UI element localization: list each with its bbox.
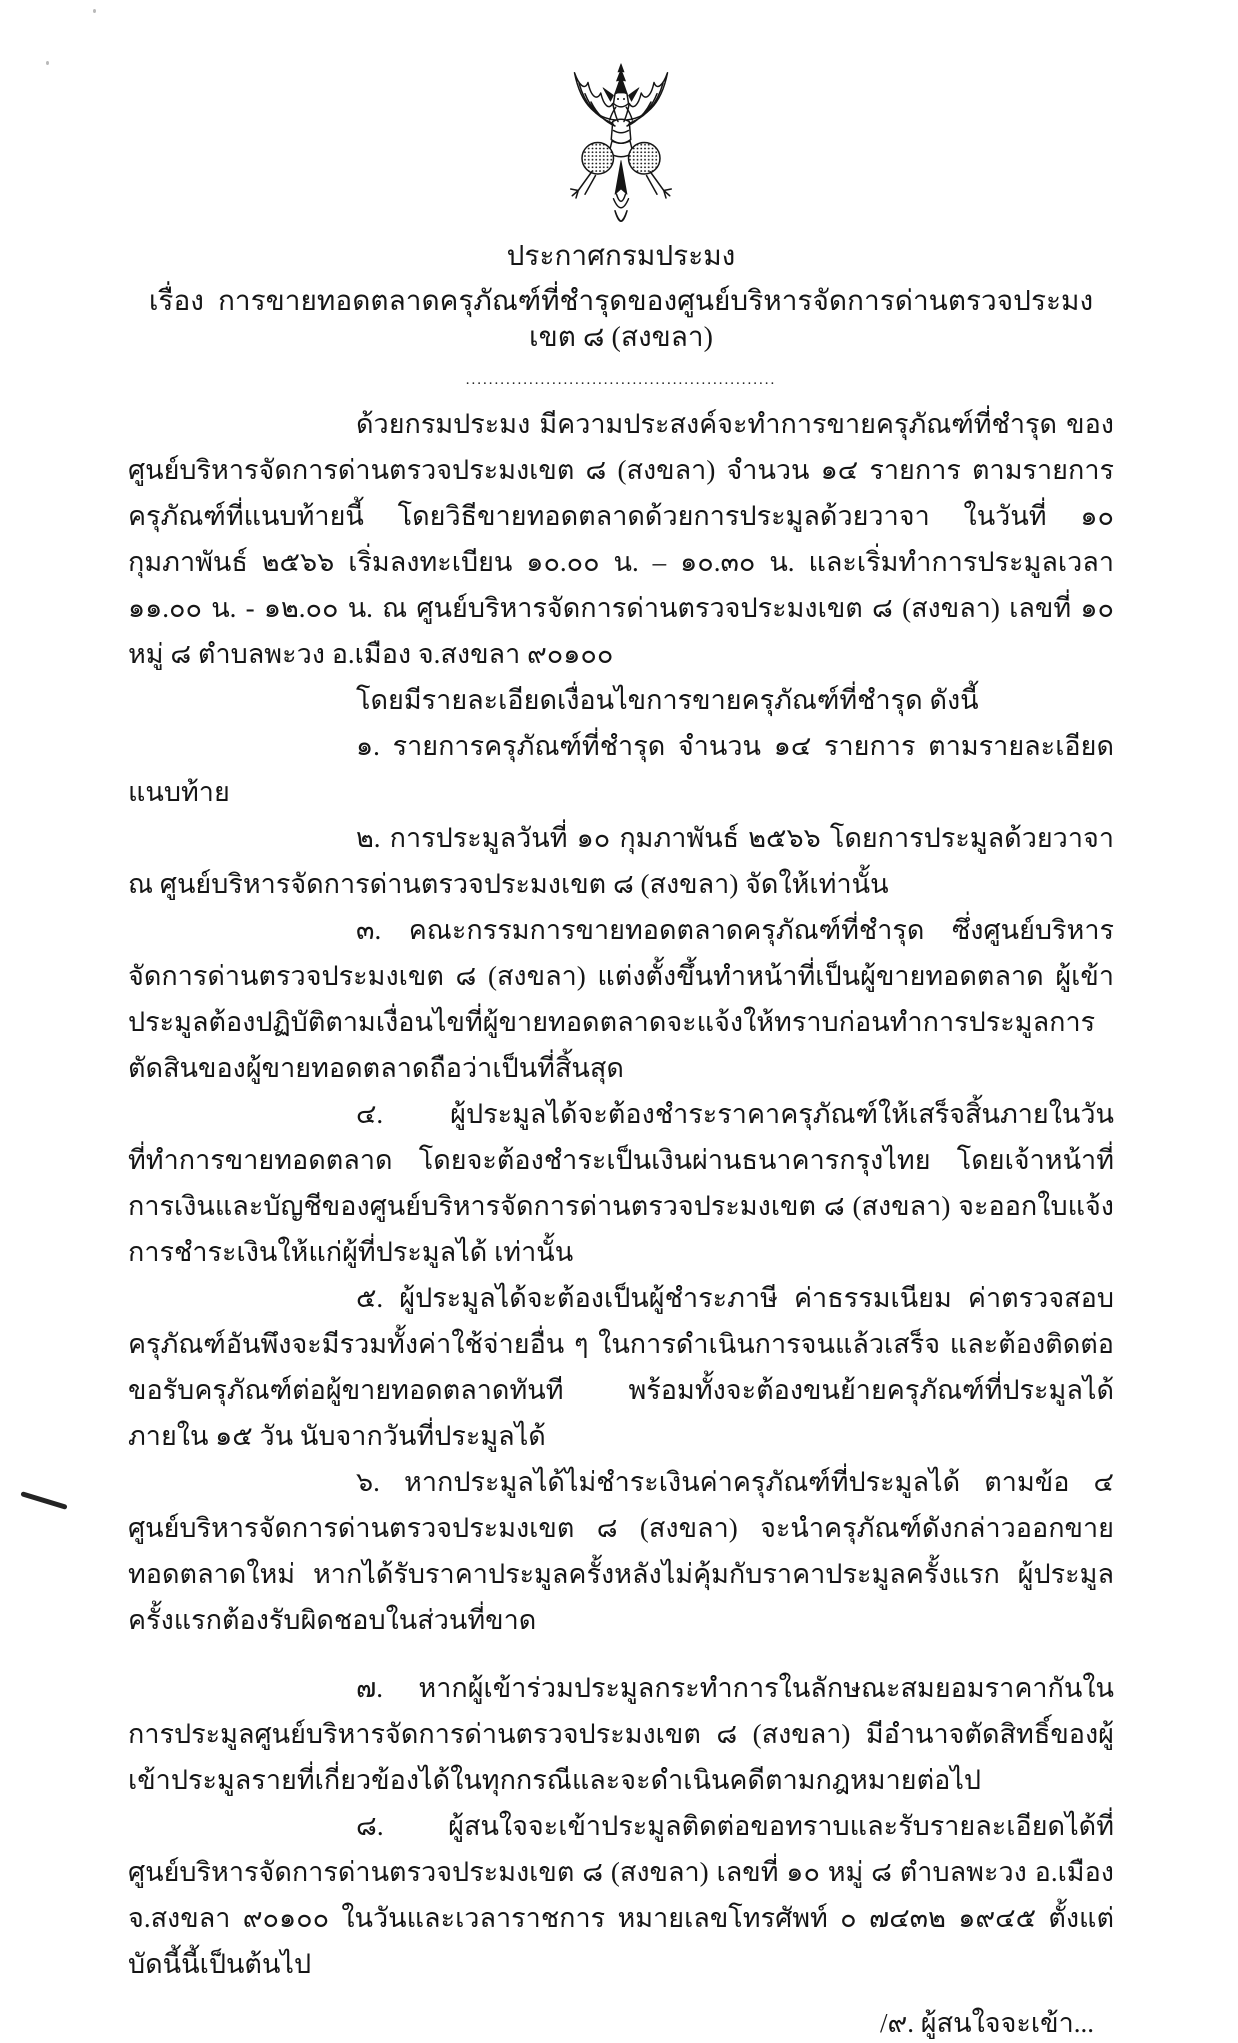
condition-item-5: ๕. ผู้ประมูลได้จะต้องเป็นผู้ชำระภาษี ค่าธรรมเนียม ค่าตรวจสอบครุภัณฑ์อันพึงจะมีรวมทั้งค่าใช้จ่ายอื่น ๆ ในการดำเนินการจนแล้วเสร็จ และต้องติดต่อขอรับครุภัณฑ์ต่อผู้ขายทอดตลาดทันที พร้อมทั้งจะต้องขนย้ายครุภัณฑ์ที่ประมูลได้ ภายใน ๑๕ วัน นับจากวันที่ประมูลได้ <box>128 1283 1114 1451</box>
document-title: ประกาศกรมประมง <box>506 241 736 272</box>
scan-speck <box>93 9 96 13</box>
divider-dots: ...................................................... <box>465 372 777 388</box>
document-body <box>128 401 1114 1987</box>
conditions-lead: โดยมีรายละเอียดเงื่อนไขการขายครุภัณฑ์ที่ชำรุด ดังนี้ <box>356 685 979 715</box>
intro-paragraph: ด้วยกรมประมง มีความประสงค์จะทำการขายครุภัณฑ์ที่ชำรุด ของศูนย์บริหารจัดการด่านตรวจประมงเขต ๘ (สงขลา) จำนวน ๑๔ รายการ ตามรายการครุภัณฑ์ที่แนบท้ายนี้ โดยวิธีขายทอดตลาดด้วยการประมูลด้วยวาจา ในวันที่ ๑๐ กุมภาพันธ์ ๒๕๖๖ เริ่มลงทะเบียน ๑๐.๐๐ น. – ๑๐.๓๐ น. และเริ่มทำการประมูลเวลา ๑๑.๐๐ น. - ๑๒.๐๐ น. ณ ศูนย์บริหารจัดการด่านตรวจประมงเขต ๘ (สงขลา) เลขที่ ๑๐ หมู่ ๘ ตำบลพะวง อ.เมือง จ.สงขลา ๙๐๑๐๐ <box>128 409 1114 669</box>
scan-speck <box>46 61 49 65</box>
continuation-note: /๙. ผู้สนใจจะเข้า... <box>880 2008 1094 2038</box>
condition-item-3: ๓. คณะกรรมการขายทอดตลาดครุภัณฑ์ที่ชำรุด ซึ่งศูนย์บริหารจัดการด่านตรวจประมงเขต ๘ (สงขลา) แต่งตั้งขึ้นทำหน้าที่เป็นผู้ขายทอดตลาด ผู้เข้าประมูลต้องปฏิบัติตามเงื่อนไขที่ผู้ขายทอดตลาดจะแจ้งให้ทราบก่อนทำการประมูลการตัดสินของผู้ขายทอดตลาดถือว่าเป็นที่สิ้นสุด <box>128 915 1114 1083</box>
condition-item-8: ๘. ผู้สนใจจะเข้าประมูลติดต่อขอทราบและรับรายละเอียดได้ที่ ศูนย์บริหารจัดการด่านตรวจประมงเขต ๘ (สงขลา) เลขที่ ๑๐ หมู่ ๘ ตำบลพะวง อ.เมือง จ.สงขลา ๙๐๑๐๐ ในวันและเวลาราชการ หมายเลขโทรศัพท์ ๐ ๗๔๓๒ ๑๙๔๕ ตั้งแต่บัดนี้นี้เป็นต้นไป <box>128 1811 1114 1979</box>
pen-mark <box>20 1491 67 1510</box>
document-content <box>128 0 1114 2043</box>
condition-item-4: ๔. ผู้ประมูลได้จะต้องชำระราคาครุภัณฑ์ให้เสร็จสิ้นภายในวันที่ทำการขายทอดตลาด โดยจะต้องชำระเป็นเงินผ่านธนาคารกรุงไทย โดยเจ้าหน้าที่การเงินและบัญชีของศูนย์บริหารจัดการด่านตรวจประมงเขต ๘ (สงขลา) จะออกใบแจ้งการชำระเงินให้แก่ผู้ที่ประมูลได้ เท่านั้น <box>128 1099 1114 1267</box>
document-subject: เรื่อง การขายทอดตลาดครุภัณฑ์ที่ชำรุดของศูนย์บริหารจัดการด่านตรวจประมงเขต ๘ (สงขลา) <box>148 286 1094 353</box>
condition-item-1: ๑. รายการครุภัณฑ์ที่ชำรุด จำนวน ๑๔ รายการ ตามรายละเอียดแนบท้าย <box>128 731 1114 807</box>
condition-item-7: ๗. หากผู้เข้าร่วมประมูลกระทำการในลักษณะสมยอมราคากันในการประมูลศูนย์บริหารจัดการด่านตรวจประมงเขต ๘ (สงขลา) มีอำนาจตัดสิทธิ์ของผู้เข้าประมูลรายที่เกี่ยวข้องได้ในทุกกรณีและจะดำเนินคดีตามกฎหมายต่อไป <box>128 1673 1114 1795</box>
condition-item-6: ๖. หากประมูลได้ไม่ชำระเงินค่าครุภัณฑ์ที่ประมูลได้ ตามข้อ ๔ ศูนย์บริหารจัดการด่านตรวจประมงเขต ๘ (สงขลา) จะนำครุภัณฑ์ดังกล่าวออกขายทอดตลาดใหม่ หากได้รับราคาประมูลครั้งหลังไม่คุ้มกับราคาประมูลครั้งแรก ผู้ประมูลครั้งแรกต้องรับผิดชอบในส่วนที่ขาด <box>128 1467 1114 1635</box>
condition-item-2: ๒. การประมูลวันที่ ๑๐ กุมภาพันธ์ ๒๕๖๖ โดยการประมูลด้วยวาจา ณ ศูนย์บริหารจัดการด่านตรวจประมงเขต ๘ (สงขลา) จัดให้เท่านั้น <box>128 823 1114 899</box>
garuda-emblem-icon <box>546 60 696 234</box>
